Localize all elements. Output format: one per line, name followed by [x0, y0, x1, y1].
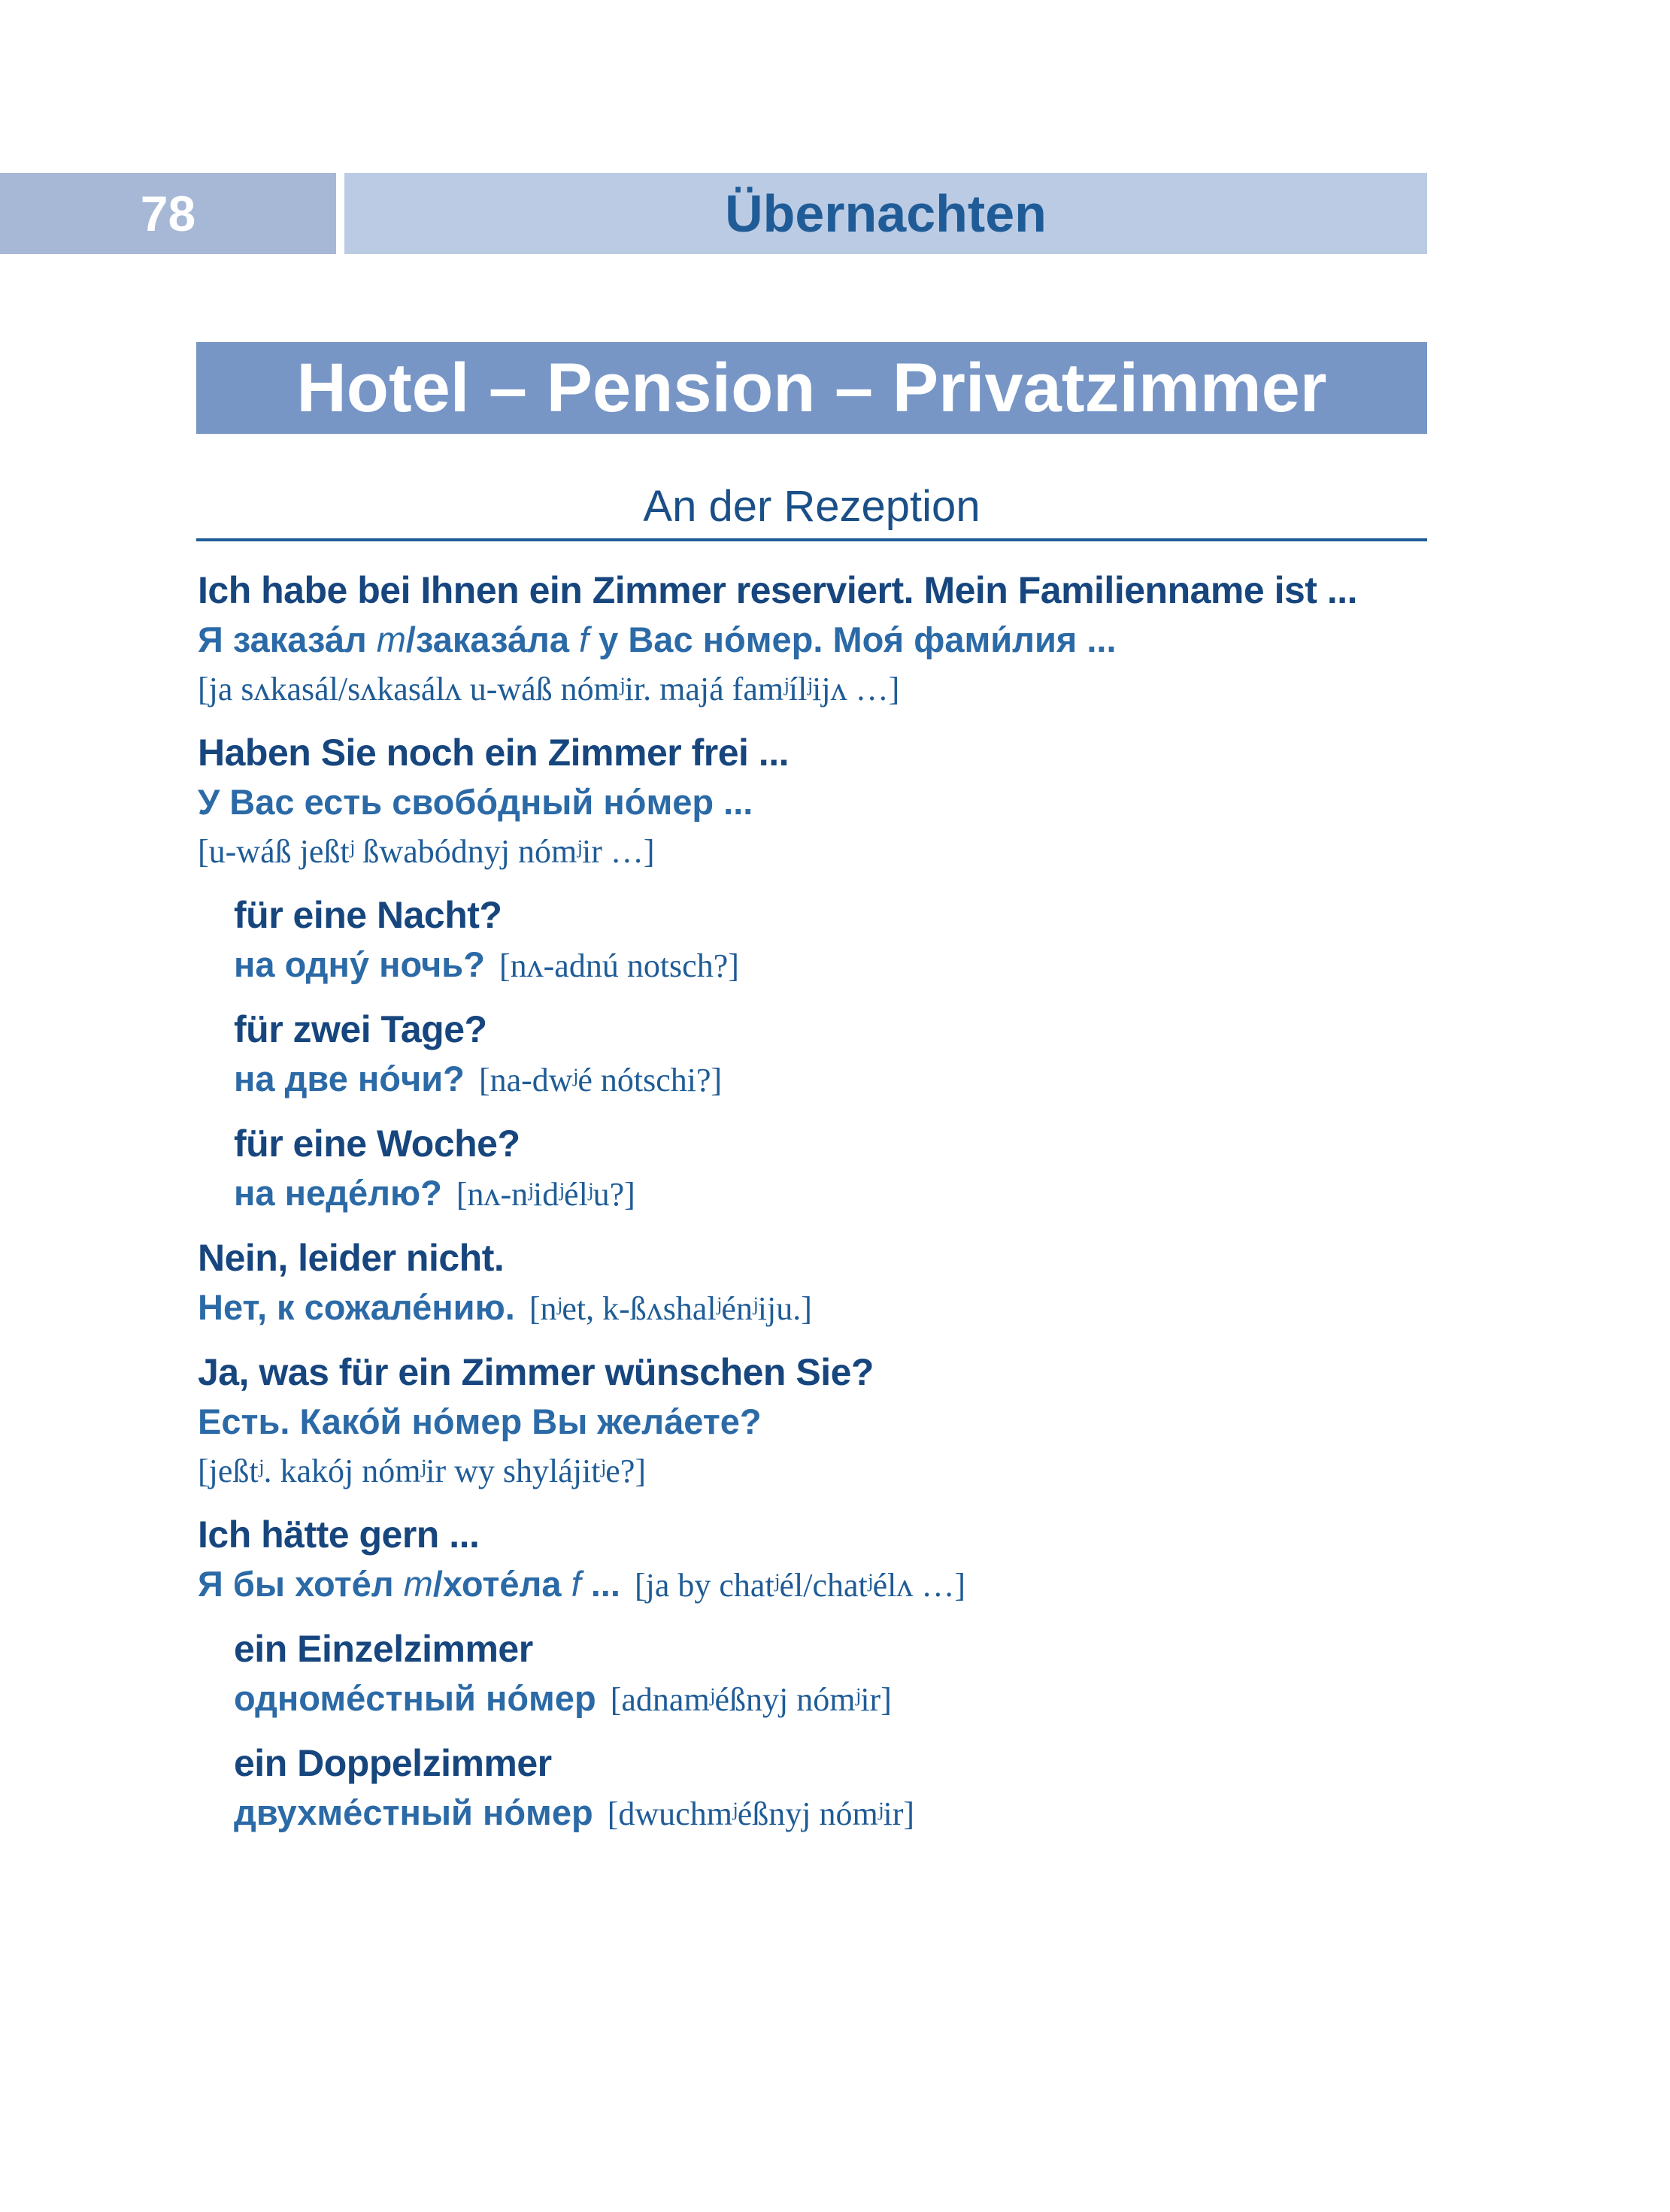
russian-phrase [198, 615, 1431, 665]
transcription: [jeßtʲ. kakój nómʲir wy shylájitʲe?] [198, 1453, 647, 1489]
phrase-entry [198, 1624, 1431, 1725]
phrase-list [198, 565, 1431, 1853]
german-phrase: Ich habe bei Ihnen ein Zimmer reserviert. Mein Familienname ist ... [198, 569, 1357, 611]
phrase-entry [198, 728, 1431, 877]
russian-phrase [198, 1283, 1431, 1334]
russian-text: на одну́ ночь? [234, 944, 485, 984]
german-phrase: für eine Woche? [234, 1123, 520, 1165]
gender-marker: f [571, 1564, 581, 1604]
transcription: [adnamʲéßnyj nómʲir] [610, 1681, 892, 1718]
section-divider [196, 538, 1427, 541]
transcription: [dwuchmʲéßnyj nómʲir] [607, 1795, 915, 1832]
russian-phrase [198, 1559, 1431, 1611]
gender-marker: m [403, 1564, 433, 1604]
russian-text: у Вас но́мер. Моя́ фами́лия ... [599, 620, 1117, 659]
russian-text: /заказа́ла [405, 620, 569, 659]
russian-phrase [234, 940, 1431, 991]
gender-marker: m [376, 620, 406, 659]
phrase-entry [198, 565, 1431, 714]
transcription: [ja sʌkasál/sʌkasálʌ u-wáß nómʲir. majá famʲílʲijʌ …] [198, 671, 900, 708]
russian-text: Нет, к сожале́нию. [198, 1287, 515, 1327]
phrase-entry [198, 1510, 1431, 1611]
transcription: [u-wáß jeßtʲ ßwabódnyj nómʲir …] [198, 833, 655, 870]
russian-text: Я бы хоте́л [198, 1564, 394, 1604]
russian-phrase [234, 1788, 1431, 1839]
german-phrase: Ich hätte gern ... [198, 1514, 480, 1556]
german-phrase: ein Einzelzimmer [234, 1628, 533, 1670]
russian-phrase [234, 1168, 1431, 1220]
russian-phrase [234, 1674, 1431, 1725]
russian-text: на неде́лю? [234, 1173, 442, 1213]
topic-banner: Hotel – Pension – Privatzimmer [196, 342, 1427, 434]
russian-phrase [234, 1054, 1431, 1105]
russian-text: на две но́чи? [234, 1059, 465, 1098]
phrase-entry [198, 1347, 1431, 1496]
transcription: [na-dwʲé nótschi?] [478, 1062, 723, 1098]
russian-phrase: У Вас есть свобо́дный но́мер ... [198, 782, 753, 822]
russian-text: /хоте́ла [432, 1564, 562, 1604]
german-phrase: für eine Nacht? [234, 894, 502, 936]
german-phrase: Haben Sie noch ein Zimmer frei ... [198, 732, 789, 774]
german-phrase: für zwei Tage? [234, 1008, 487, 1050]
transcription: [nʌ-adnú notsch?] [499, 947, 739, 984]
phrase-entry [198, 1119, 1431, 1220]
phrase-entry [198, 1233, 1431, 1334]
russian-text: Я заказа́л [198, 620, 367, 659]
gender-marker: f [579, 620, 590, 659]
russian-phrase: Есть. Како́й но́мер Вы жела́ете? [198, 1401, 762, 1441]
page-number: 78 [0, 173, 336, 254]
german-phrase: Nein, leider nicht. [198, 1237, 505, 1279]
phrase-entry [198, 890, 1431, 991]
phrase-entry [198, 1738, 1431, 1839]
russian-text: ... [590, 1564, 620, 1604]
russian-text: двухме́стный но́мер [234, 1792, 593, 1832]
transcription: [nʌ-nʲidʲélʲu?] [456, 1176, 635, 1213]
section-title: An der Rezeption [643, 482, 980, 531]
russian-text: одноме́стный но́мер [234, 1678, 596, 1718]
german-phrase: Ja, was für ein Zimmer wünschen Sie? [198, 1351, 874, 1393]
german-phrase: ein Doppelzimmer [234, 1742, 552, 1784]
phrase-entry [198, 1004, 1431, 1105]
chapter-title: Übernachten [344, 173, 1427, 254]
transcription: [ja by chatʲél/chatʲélʌ …] [634, 1567, 966, 1604]
transcription: [nʲet, k-ßʌshalʲénʲiju.] [529, 1290, 812, 1327]
